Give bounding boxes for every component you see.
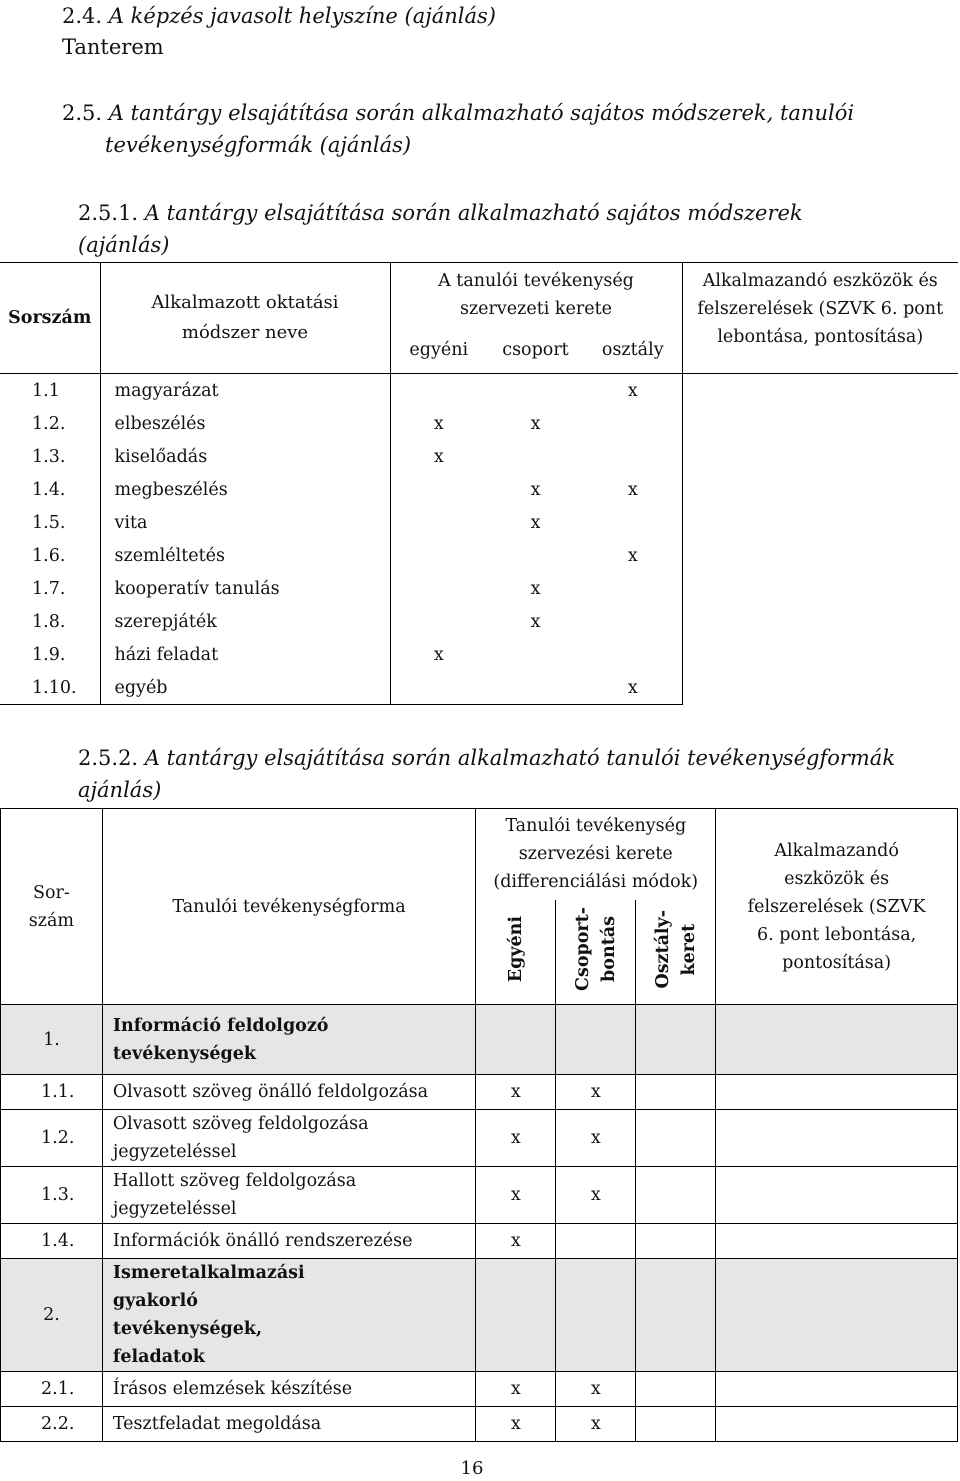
section-number: 2.: [1, 1259, 103, 1372]
section-csoport: [556, 1259, 636, 1372]
row-number: 1.7.: [0, 572, 100, 605]
table-row: [1, 1407, 958, 1442]
table-row: [0, 572, 958, 605]
row-method: szerepjáték: [100, 605, 390, 638]
cell-csoport: x: [530, 611, 541, 632]
row-method: kooperatív tanulás: [100, 572, 390, 605]
row-number: 1.2.: [1, 1110, 103, 1167]
cell-tools: [716, 1407, 958, 1442]
col-tools-label: Alkalmazandó eszközök és felszerelések (SZVK 6. pont lebontása, pontosítása): [747, 840, 926, 973]
cell-csoport: [556, 1224, 636, 1259]
section-title: [102, 1005, 475, 1075]
row-form-text: Tesztfeladat megoldása: [112, 1414, 322, 1434]
row-number: 1.1.: [1, 1075, 103, 1110]
cell-osztaly: x: [584, 671, 682, 705]
cell-tools: [716, 1075, 958, 1110]
cell-egyeni: x: [476, 1224, 556, 1259]
row-method: egyéb: [100, 671, 390, 705]
row-method: kiselőadás: [100, 440, 390, 473]
table-row: [1, 1110, 958, 1167]
col-egyeni: egyéni: [390, 326, 487, 373]
heading-number: 2.5.1.: [78, 201, 139, 225]
methods-table: [0, 262, 958, 705]
table-row: [0, 506, 958, 539]
cell-csoport: [487, 440, 584, 473]
heading-number: 2.5.: [62, 101, 103, 125]
section-csoport: [556, 1005, 636, 1075]
col-osztaly: [636, 900, 716, 1005]
col-sorszam-1: Sor-: [33, 882, 70, 903]
row-number: 1.8.: [0, 605, 100, 638]
col-osztaly-2: keret: [678, 923, 699, 976]
cell-tools: [716, 1167, 958, 1224]
section-osztaly: [636, 1259, 716, 1372]
cell-egyeni: [390, 605, 487, 638]
cell-csoport: x: [556, 1372, 636, 1407]
table-row: [0, 638, 958, 671]
col-sorszam: Sorszám: [0, 263, 100, 374]
row-form: [102, 1110, 475, 1167]
col-csoport-label: [570, 907, 622, 991]
heading-text: Tanterem: [62, 35, 164, 59]
heading-title: A képzés javasolt helyszíne (ajánlás): [108, 4, 497, 28]
col-frame: [390, 263, 682, 327]
cell-csoport: x: [530, 578, 541, 599]
row-number: 1.1: [0, 374, 100, 408]
cell-csoport: x: [556, 1407, 636, 1442]
section-egyeni: [476, 1005, 556, 1075]
cell-osztaly: [584, 638, 682, 671]
section-title-text: Információ feldolgozó tevékenységek: [112, 1015, 329, 1064]
row-number: 1.4.: [1, 1224, 103, 1259]
section-title-text: Ismeretalkalmazási gyakorló tevékenységek, feladatok: [112, 1263, 305, 1367]
cell-osztaly: x: [584, 473, 682, 506]
cell-egyeni: [390, 374, 487, 408]
cell-osztaly: [584, 605, 682, 638]
cell-egyeni: x: [433, 413, 444, 434]
section-number: 1.: [1, 1005, 103, 1075]
col-frame-label: A tanulói tevékenység szervezeti kerete: [438, 270, 634, 319]
row-number: 1.3.: [1, 1167, 103, 1224]
heading-title: A tantárgy elsajátítása során alkalmazható tanulói tevékenységformák: [144, 746, 896, 770]
section-row: [1, 1005, 958, 1075]
row-number: 1.3.: [0, 440, 100, 473]
cell-csoport: x: [556, 1110, 636, 1167]
table-row: [0, 671, 958, 705]
col-frame-label: Tanulói tevékenység szervezési kerete (differenciálási módok): [493, 816, 699, 893]
cell-osztaly: [636, 1372, 716, 1407]
heading-2-5-1: [78, 197, 803, 229]
cell-egyeni: x: [476, 1167, 556, 1224]
cell-egyeni: [390, 473, 487, 506]
cell-csoport: [487, 374, 584, 408]
row-number: 1.4.: [0, 473, 100, 506]
cell-csoport: x: [556, 1075, 636, 1110]
cell-osztaly: [636, 1224, 716, 1259]
cell-tools: [716, 1372, 958, 1407]
activity-forms-table: [0, 808, 958, 1442]
cell-egyeni: [390, 671, 487, 705]
section-egyeni: [476, 1259, 556, 1372]
table-row: [0, 539, 958, 572]
row-number: 1.10.: [0, 671, 100, 705]
row-form-text: Olvasott szöveg önálló feldolgozása: [112, 1082, 429, 1102]
row-method: magyarázat: [100, 374, 390, 408]
col-method: [100, 263, 390, 374]
row-number: 2.2.: [1, 1407, 103, 1442]
row-method: elbeszélés: [100, 407, 390, 440]
page-number: 16: [460, 1458, 484, 1479]
cell-osztaly: [584, 440, 682, 473]
col-csoport: [556, 900, 636, 1005]
cell-osztaly: [636, 1110, 716, 1167]
col-tools: [682, 263, 958, 374]
table-row: [1, 1167, 958, 1224]
col-tools: [716, 809, 958, 1005]
row-form-text: Olvasott szöveg feldolgozása jegyzeteléssel: [112, 1114, 369, 1162]
cell-osztaly: [636, 1167, 716, 1224]
heading-2-5: [62, 97, 854, 129]
col-egyeni: [476, 900, 556, 1005]
cell-egyeni: x: [476, 1075, 556, 1110]
cell-osztaly: [636, 1075, 716, 1110]
row-number: 2.1.: [1, 1372, 103, 1407]
col-osztaly-label: [650, 910, 702, 989]
heading-number: 2.4.: [62, 4, 103, 28]
section-title: [102, 1259, 475, 1372]
row-number: 1.9.: [0, 638, 100, 671]
cell-egyeni: x: [476, 1372, 556, 1407]
cell-csoport: [487, 539, 584, 572]
cell-csoport: x: [530, 512, 541, 533]
col-csoport-1: Csoport-: [572, 907, 593, 992]
table-row: [0, 407, 958, 440]
cell-osztaly: [636, 1407, 716, 1442]
cell-osztaly: x: [584, 374, 682, 408]
cell-egyeni: x: [476, 1110, 556, 1167]
row-number: 1.6.: [0, 539, 100, 572]
heading-title: A tantárgy elsajátítása során alkalmazható sajátos módszerek: [144, 201, 803, 225]
table-row: [0, 374, 958, 408]
cell-osztaly: x: [584, 539, 682, 572]
row-form: [102, 1167, 475, 1224]
heading-title-cont: (ajánlás): [78, 233, 170, 257]
row-form: [102, 1407, 475, 1442]
cell-osztaly: [584, 407, 682, 440]
section-osztaly: [636, 1005, 716, 1075]
col-method-label: Alkalmazott oktatási módszer neve: [151, 292, 339, 343]
row-method: megbeszélés: [100, 473, 390, 506]
cell-egyeni: [390, 539, 487, 572]
col-form: Tanulói tevékenységforma: [102, 809, 475, 1005]
row-form: [102, 1075, 475, 1110]
cell-egyeni: [390, 506, 487, 539]
row-form: [102, 1224, 475, 1259]
section-tools: [716, 1005, 958, 1075]
row-form-text: Információk önálló rendszerezése: [112, 1231, 413, 1251]
row-number: 1.5.: [0, 506, 100, 539]
table-row: [1, 1075, 958, 1110]
col-egyeni-label: Egyéni: [505, 916, 526, 983]
heading-title: A tantárgy elsajátítása során alkalmazható sajátos módszerek, tanulói: [108, 101, 855, 125]
heading-2-5-2: [78, 742, 895, 774]
col-osztaly: osztály: [584, 326, 682, 373]
section-tools: [716, 1259, 958, 1372]
col-csoport: csoport: [487, 326, 584, 373]
section-row: [1, 1259, 958, 1372]
cell-csoport: [487, 638, 584, 671]
table-row: [0, 473, 958, 506]
table-row: [0, 605, 958, 638]
cell-csoport: x: [530, 413, 541, 434]
cell-egyeni: x: [476, 1407, 556, 1442]
row-method: vita: [100, 506, 390, 539]
cell-osztaly: [584, 572, 682, 605]
col-frame: [476, 809, 716, 900]
col-csoport-2: bontás: [598, 916, 619, 983]
cell-tools: [716, 1110, 958, 1167]
row-method: szemléltetés: [100, 539, 390, 572]
cell-csoport: x: [556, 1167, 636, 1224]
row-number: 1.2.: [0, 407, 100, 440]
table-row: [0, 440, 958, 473]
cell-csoport: [487, 671, 584, 705]
table-row: [1, 1372, 958, 1407]
heading-2-4: [62, 0, 496, 32]
table-row: [1, 1224, 958, 1259]
cell-tools: [716, 1224, 958, 1259]
row-form: [102, 1372, 475, 1407]
col-osztaly-1: Osztály-: [652, 909, 673, 989]
heading-title-cont: ajánlás): [78, 778, 162, 802]
row-form-text: Hallott szöveg feldolgozása jegyzeteléssel: [112, 1171, 357, 1219]
row-form-text: Írásos elemzések készítése: [112, 1379, 353, 1399]
row-method: házi feladat: [100, 638, 390, 671]
cell-osztaly: [584, 506, 682, 539]
cell-egyeni: x: [433, 446, 444, 467]
col-sorszam: [1, 809, 103, 1005]
heading-number: 2.5.2.: [78, 746, 139, 770]
col-sorszam-2: szám: [28, 910, 75, 931]
col-tools-label: Alkalmazandó eszközök és felszerelések (SZVK 6. pont lebontása, pontosítása): [697, 271, 944, 347]
cell-egyeni: [390, 572, 487, 605]
heading-title-cont: tevékenységformák (ajánlás): [105, 133, 412, 157]
cell-egyeni: x: [433, 644, 444, 665]
cell-csoport: x: [530, 479, 541, 500]
